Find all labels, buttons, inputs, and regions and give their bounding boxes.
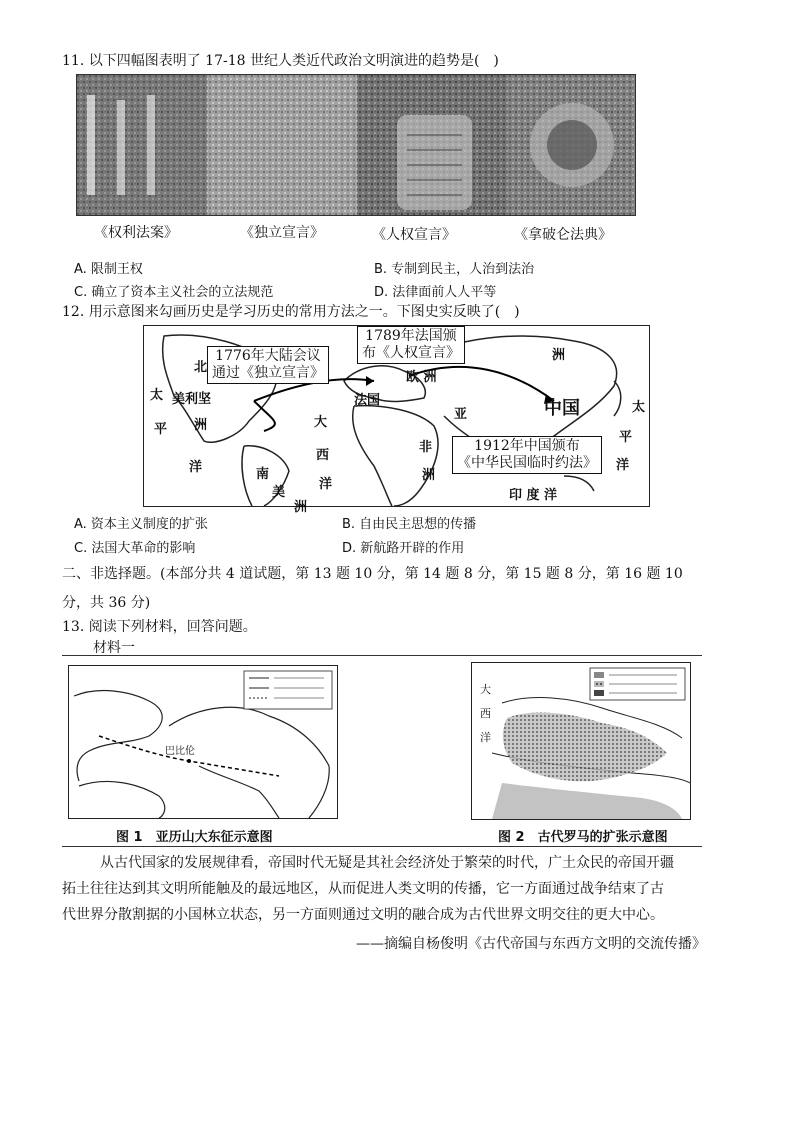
material-divider-bottom bbox=[62, 846, 702, 847]
box-1912 bbox=[452, 436, 602, 474]
q11-option-d[interactable]: D. 法律面前人人平等 bbox=[374, 285, 497, 300]
box-1912-line2: 《中华民国临时约法》 bbox=[457, 455, 597, 471]
label-zhou-af: 洲 bbox=[422, 468, 436, 483]
label-tai-left: 太 bbox=[150, 388, 164, 403]
rome-map-drawing bbox=[472, 663, 690, 819]
label-ping-right: 平 bbox=[619, 430, 633, 445]
material-paragraph-line2: 拓土往往达到其文明所能触及的最远地区，从而促进人类文明的传播，它一方面通过战争结束了古 bbox=[62, 881, 664, 897]
material-1-label: 材料一 bbox=[93, 640, 135, 656]
fig2-label-yang: 洋 bbox=[480, 731, 491, 744]
caption-rights-of-man: 《人权宣言》 bbox=[372, 227, 456, 243]
box-1789-line1: 1789年法国颁 bbox=[365, 328, 457, 344]
fig2-label-xi: 西 bbox=[480, 707, 491, 720]
label-zhou-sa: 洲 bbox=[294, 500, 308, 515]
label-meilijian: 美利坚 bbox=[172, 392, 212, 407]
fig1-caption: 图 1 亚历山大东征示意图 bbox=[116, 830, 273, 845]
q13-stem: 13. 阅读下列材料，回答问题。 bbox=[62, 619, 257, 635]
material-divider bbox=[62, 655, 702, 656]
box-1776 bbox=[207, 346, 329, 384]
box-1789 bbox=[357, 326, 465, 364]
label-yang-right: 洋 bbox=[616, 458, 630, 473]
caption-bill-of-rights: 《权利法案》 bbox=[94, 225, 178, 241]
section2-line2: 分，共 36 分) bbox=[62, 595, 151, 611]
historical-documents-image bbox=[77, 75, 635, 215]
label-yang-mid: 洋 bbox=[319, 477, 333, 492]
label-ouzhou: 欧 洲 bbox=[406, 370, 437, 385]
q12-option-b[interactable]: B. 自由民主思想的传播 bbox=[342, 517, 477, 532]
q12-world-map bbox=[143, 325, 650, 515]
caption-napoleonic-code: 《拿破仑法典》 bbox=[514, 227, 612, 243]
label-xi: 西 bbox=[316, 448, 330, 463]
label-nan: 南 bbox=[256, 467, 270, 482]
box-1912-line1: 1912年中国颁布 bbox=[474, 438, 580, 454]
q11-option-c[interactable]: C. 确立了资本主义社会的立法规范 bbox=[74, 285, 274, 300]
fig2-caption: 图 2 古代罗马的扩张示意图 bbox=[498, 830, 668, 845]
material-paragraph-line1: 从古代国家的发展规律看，帝国时代无疑是其社会经济处于繁荣的时代，广土众民的帝国开疆 bbox=[100, 855, 674, 871]
label-yang-left: 洋 bbox=[189, 460, 203, 475]
label-ya: 亚 bbox=[454, 407, 468, 422]
q11-stem: 11. 以下四幅图表明了 17-18 世纪人类近代政治文明演进的趋势是( ) bbox=[62, 53, 499, 69]
q11-option-a[interactable]: A. 限制王权 bbox=[74, 262, 143, 277]
caption-declaration-independence: 《独立宣言》 bbox=[240, 225, 324, 241]
q11-option-b[interactable]: B. 专制到民主，人治到法治 bbox=[374, 262, 535, 277]
material-source: ——摘编自杨俊明《古代帝国与东西方文明的交流传播》 bbox=[356, 936, 706, 952]
q12-option-d[interactable]: D. 新航路开辟的作用 bbox=[342, 541, 465, 556]
label-babylon: 巴比伦 bbox=[165, 746, 195, 757]
fig1-alexander-map bbox=[68, 665, 338, 819]
label-tai-right: 太 bbox=[632, 400, 646, 415]
label-mei: 美 bbox=[272, 485, 286, 500]
label-da: 大 bbox=[314, 415, 328, 430]
label-ping-left: 平 bbox=[154, 422, 168, 437]
label-faguo: 法国 bbox=[354, 393, 381, 408]
alexander-map-drawing bbox=[69, 666, 337, 818]
fig2-label-da: 大 bbox=[480, 683, 491, 696]
label-bei: 北 bbox=[194, 360, 208, 375]
section2-line1: 二、非选择题。(本部分共 4 道试题，第 13 题 10 分，第 14 题 8 分，第 15 题 8 分，第 16 题 10 bbox=[62, 566, 683, 582]
material-paragraph-line3: 代世界分散割据的小国林立状态，另一方面则通过文明的融合成为古代世界文明交往的更大中心。 bbox=[62, 907, 664, 923]
label-fei: 非 bbox=[419, 440, 433, 455]
fig2-rome-map bbox=[471, 662, 691, 820]
box-1776-line2: 通过《独立宣言》 bbox=[212, 365, 324, 381]
label-zhou-asia: 洲 bbox=[552, 348, 566, 363]
q12-option-a[interactable]: A. 资本主义制度的扩张 bbox=[74, 517, 208, 532]
q12-stem: 12. 用示意图来勾画历史是学习历史的常用方法之一。下图史实反映了( ) bbox=[62, 304, 520, 320]
q11-photo-strip bbox=[76, 74, 636, 216]
q12-option-c[interactable]: C. 法国大革命的影响 bbox=[74, 541, 196, 556]
label-zhongguo: 中国 bbox=[544, 398, 580, 419]
label-zhou-left: 洲 bbox=[194, 418, 208, 433]
box-1789-line2: 布《人权宣言》 bbox=[362, 345, 460, 361]
box-1776-line1: 1776年大陆会议 bbox=[215, 348, 321, 364]
label-yinduyang: 印 度 洋 bbox=[509, 488, 558, 503]
